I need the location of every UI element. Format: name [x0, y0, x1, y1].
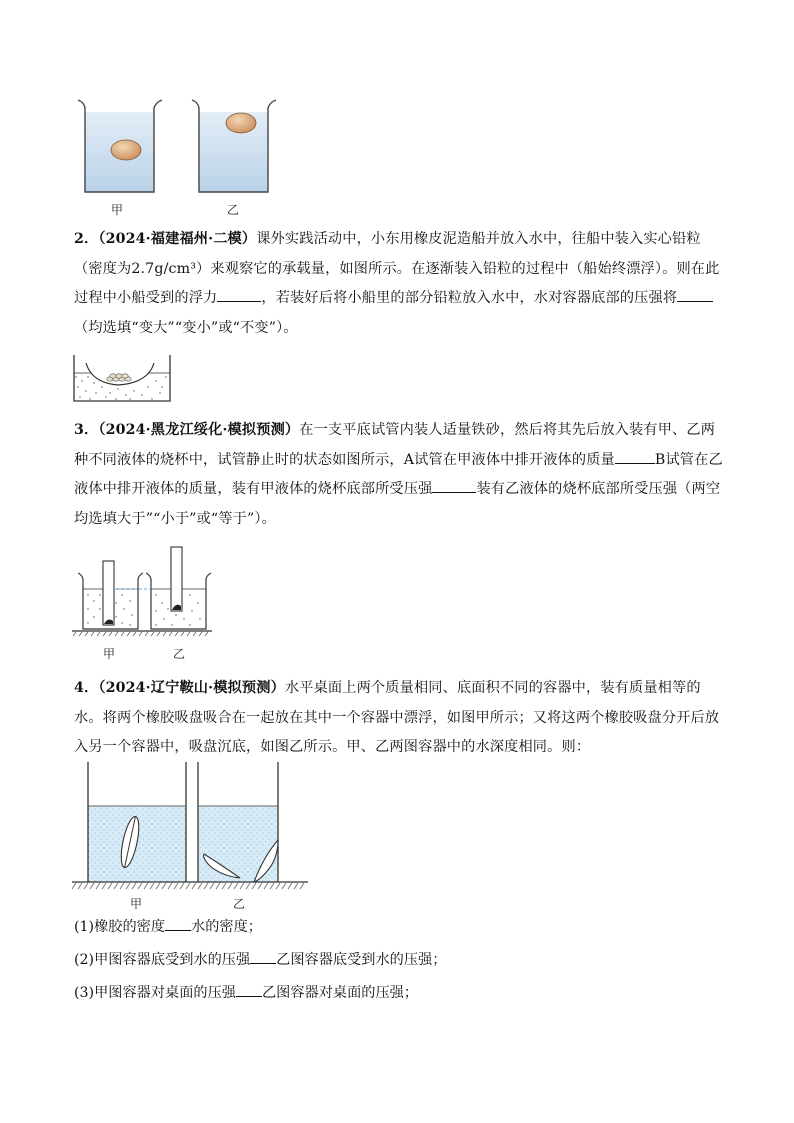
figure-suction-cups	[72, 762, 308, 894]
figure-test-tubes	[72, 543, 212, 643]
question-text-part: B试管在乙液体中排开液体的质量，装有甲液体的烧杯底部所受压强	[74, 451, 723, 497]
beaker-yi	[192, 100, 276, 192]
answer-blank[interactable]	[432, 478, 476, 493]
fig1-label-right: 乙	[227, 203, 240, 217]
fig4-label-left: 甲	[130, 897, 143, 911]
beaker-jia	[78, 561, 143, 629]
fig3-label-right: 乙	[173, 647, 186, 661]
sub-question-2: (2)甲图容器底受到水的压强 乙图容器底受到水的压强；	[74, 949, 446, 970]
question-text-part: 装有乙液体的烧杯底部所受压强（两空均选填大于”“小于”或“等于”）。	[74, 481, 721, 527]
answer-blank[interactable]	[250, 949, 276, 964]
answer-blank[interactable]	[615, 449, 655, 464]
lead-pellets	[107, 374, 131, 381]
question-text-part: ，若装好后将小船里的部分铅粒放入水中，水对容器底部的压强将	[261, 290, 678, 306]
question-number: 4．	[74, 680, 99, 696]
question-number: 2．	[74, 231, 99, 247]
beaker-jia	[78, 100, 162, 192]
fig4-label-right: 乙	[233, 897, 246, 911]
question-source: （2024·福建福州·二模）	[98, 231, 257, 247]
beaker-yi	[146, 547, 211, 629]
container-yi	[198, 762, 278, 882]
test-tube-b	[171, 547, 182, 611]
question-text: 水平桌面上两个质量相同、底面积不同的容器中，装有质量相等的水。将两个橡胶吸盘吸合在一起放在其中一个容器中漂浮，如图甲所示；又将这两个橡胶吸盘分开后放入另一个容器中，吸盘沉底，如图乙所示。甲、乙两图容器中的水深度相同。则：	[74, 680, 720, 755]
answer-blank[interactable]	[165, 916, 191, 931]
answer-blank[interactable]	[236, 982, 262, 997]
fig3-label-left: 甲	[103, 647, 116, 661]
question-number: 3．	[74, 422, 99, 438]
question-text-part: （均选填“变大”“变小”或“不变”）。	[74, 319, 298, 336]
question-4	[74, 674, 724, 763]
question-source: （2024·辽宁鞍山·模拟预测）	[98, 680, 285, 696]
question-2	[74, 225, 724, 343]
answer-blank[interactable]	[677, 287, 713, 302]
sub-question-3: (3)甲图容器对桌面的压强 乙图容器对桌面的压强；	[74, 982, 418, 1003]
question-source: （2024·黑龙江绥化·模拟预测）	[98, 422, 300, 438]
question-text-part: 课外实践活动中，小东用橡皮泥造船并放入水中，往船中装入实心铅粒（密度为2.7g/cm³）来观察它的承载量，如图所示。在逐渐装入铅粒的过程中（船始终漂浮）。则在此过程中小船受到的浮力	[74, 231, 720, 306]
egg-floating	[226, 113, 256, 133]
egg-sunk	[111, 140, 141, 160]
answer-blank[interactable]	[217, 287, 261, 302]
question-text-part: 在一支平底试管内装人适量铁砂，然后将其先后放入装有甲、乙两种不同液体的烧杯中，试管静止时的状态如图所示，A试管在甲液体中排开液体的质量	[74, 422, 716, 468]
sub-question-1: (1)橡胶的密度 水的密度；	[74, 916, 262, 937]
figure-clay-boat	[72, 353, 172, 403]
question-3	[74, 416, 724, 534]
figure-eggs-in-beakers	[70, 94, 290, 194]
test-tube-a	[103, 561, 114, 625]
fig1-label-left: 甲	[111, 203, 124, 217]
container-jia	[88, 762, 186, 882]
